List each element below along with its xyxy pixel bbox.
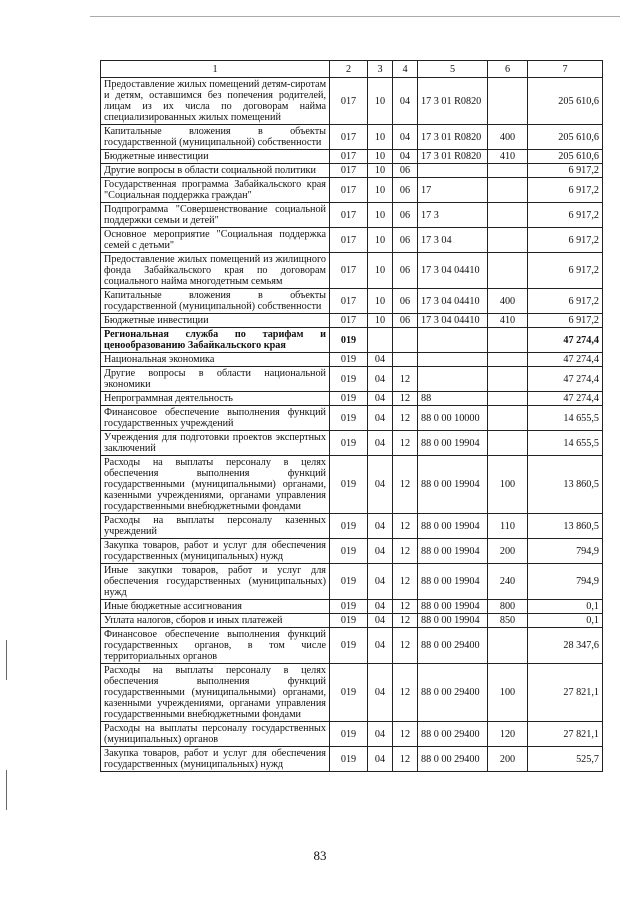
target-article-cell — [418, 353, 488, 367]
ministry-code-cell: 017 — [330, 289, 368, 314]
target-article-cell: 88 0 00 19904 — [418, 431, 488, 456]
ministry-code-cell: 019 — [330, 514, 368, 539]
target-article-cell: 88 0 00 19904 — [418, 564, 488, 600]
amount-cell: 14 655,5 — [528, 406, 603, 431]
subsection-code-cell: 12 — [393, 722, 418, 747]
row-name-cell: Другие вопросы в области социальной политики — [101, 164, 330, 178]
target-article-cell: 17 3 04 04410 — [418, 253, 488, 289]
section-code-cell: 10 — [368, 289, 393, 314]
amount-cell: 47 274,4 — [528, 353, 603, 367]
ministry-code-cell: 017 — [330, 314, 368, 328]
target-article-cell: 88 0 00 29400 — [418, 722, 488, 747]
amount-cell: 47 274,4 — [528, 328, 603, 353]
row-name-cell: Предоставление жилых помещений детям-сиротам и детям, оставшимся без попечения родителей, лицам из их числа по договорам найма специализированных жилых помещений — [101, 78, 330, 125]
ministry-code-cell: 017 — [330, 228, 368, 253]
table-row — [101, 600, 603, 614]
subsection-code-cell: 12 — [393, 539, 418, 564]
section-code-cell: 04 — [368, 747, 393, 772]
target-article-cell: 17 3 — [418, 203, 488, 228]
amount-cell: 13 860,5 — [528, 456, 603, 514]
ministry-code-cell: 017 — [330, 203, 368, 228]
row-name-cell: Учреждения для подготовки проектов экспертных заключений — [101, 431, 330, 456]
amount-cell: 6 917,2 — [528, 228, 603, 253]
section-code-cell: 10 — [368, 178, 393, 203]
target-article-cell: 17 — [418, 178, 488, 203]
row-name-cell: Предоставление жилых помещений из жилищного фонда Забайкальского края по договорам социального найма многодетным семьям — [101, 253, 330, 289]
subsection-code-cell: 12 — [393, 431, 418, 456]
table-row — [101, 228, 603, 253]
amount-cell: 6 917,2 — [528, 289, 603, 314]
page-number: 83 — [313, 848, 327, 863]
row-name-cell: Непрограммная деятельность — [101, 392, 330, 406]
section-code-cell: 10 — [368, 125, 393, 150]
expense-type-cell: 410 — [488, 314, 528, 328]
section-code-cell: 10 — [368, 164, 393, 178]
table-row — [101, 164, 603, 178]
amount-cell: 47 274,4 — [528, 367, 603, 392]
amount-cell: 205 610,6 — [528, 78, 603, 125]
section-code-cell: 10 — [368, 253, 393, 289]
row-name-cell: Капитальные вложения в объекты государственной (муниципальной) собственности — [101, 125, 330, 150]
section-code-cell: 04 — [368, 406, 393, 431]
row-name-cell: Национальная экономика — [101, 353, 330, 367]
table-row — [101, 314, 603, 328]
amount-cell: 0,1 — [528, 600, 603, 614]
row-name-cell: Региональная служба по тарифам и ценообразованию Забайкальского края — [101, 328, 330, 353]
amount-cell: 794,9 — [528, 539, 603, 564]
section-code-cell: 04 — [368, 539, 393, 564]
section-code-cell: 04 — [368, 614, 393, 628]
target-article-cell: 17 3 04 — [418, 228, 488, 253]
row-name-cell: Основное мероприятие "Социальная поддержка семей с детьми" — [101, 228, 330, 253]
expense-type-cell: 400 — [488, 125, 528, 150]
subsection-code-cell: 06 — [393, 289, 418, 314]
subsection-code-cell: 06 — [393, 178, 418, 203]
row-name-cell: Другие вопросы в области национальной экономики — [101, 367, 330, 392]
expense-type-cell: 110 — [488, 514, 528, 539]
scan-margin-mark — [6, 640, 7, 680]
subsection-code-cell: 06 — [393, 253, 418, 289]
row-name-cell: Иные закупки товаров, работ и услуг для обеспечения государственных (муниципальных) нужд — [101, 564, 330, 600]
amount-cell: 6 917,2 — [528, 203, 603, 228]
table-row — [101, 564, 603, 600]
table-row — [101, 614, 603, 628]
subsection-code-cell: 12 — [393, 747, 418, 772]
amount-cell: 205 610,6 — [528, 150, 603, 164]
section-code-cell: 10 — [368, 150, 393, 164]
target-article-cell: 88 0 00 19904 — [418, 614, 488, 628]
expense-type-cell — [488, 431, 528, 456]
target-article-cell: 88 0 00 10000 — [418, 406, 488, 431]
ministry-code-cell: 017 — [330, 178, 368, 203]
row-name-cell: Государственная программа Забайкальского края "Социальная поддержка граждан" — [101, 178, 330, 203]
ministry-code-cell: 019 — [330, 747, 368, 772]
column-header: 7 — [528, 61, 603, 78]
column-header: 3 — [368, 61, 393, 78]
row-name-cell: Расходы на выплаты персоналу казенных учреждений — [101, 514, 330, 539]
ministry-code-cell: 019 — [330, 614, 368, 628]
section-code-cell: 10 — [368, 314, 393, 328]
expense-type-cell: 100 — [488, 456, 528, 514]
section-code-cell — [368, 328, 393, 353]
section-code-cell: 04 — [368, 431, 393, 456]
expense-type-cell: 200 — [488, 747, 528, 772]
expense-type-cell: 200 — [488, 539, 528, 564]
column-header: 5 — [418, 61, 488, 78]
subsection-code-cell: 12 — [393, 392, 418, 406]
ministry-code-cell: 019 — [330, 564, 368, 600]
expense-type-cell — [488, 367, 528, 392]
amount-cell: 47 274,4 — [528, 392, 603, 406]
target-article-cell — [418, 328, 488, 353]
ministry-code-cell: 017 — [330, 253, 368, 289]
table-row — [101, 747, 603, 772]
row-name-cell: Расходы на выплаты персоналу в целях обеспечения выполнения функций государственными (муниципальными) органами, казенными учреждениями, органами управления государственными внебюджетными фондами — [101, 664, 330, 722]
section-code-cell: 10 — [368, 228, 393, 253]
target-article-cell: 88 0 00 19904 — [418, 514, 488, 539]
expense-type-cell — [488, 178, 528, 203]
subsection-code-cell: 04 — [393, 125, 418, 150]
subsection-code-cell: 12 — [393, 564, 418, 600]
column-header: 1 — [101, 61, 330, 78]
table-row — [101, 353, 603, 367]
expense-type-cell: 100 — [488, 664, 528, 722]
subsection-code-cell: 06 — [393, 164, 418, 178]
subsection-code-cell: 12 — [393, 514, 418, 539]
section-code-cell: 04 — [368, 722, 393, 747]
table-row — [101, 539, 603, 564]
table-row — [101, 289, 603, 314]
table-row — [101, 456, 603, 514]
ministry-code-cell: 019 — [330, 406, 368, 431]
section-code-cell: 04 — [368, 628, 393, 664]
amount-cell: 525,7 — [528, 747, 603, 772]
ministry-code-cell: 019 — [330, 328, 368, 353]
scan-margin-mark — [6, 770, 7, 810]
target-article-cell: 17 3 01 R0820 — [418, 78, 488, 125]
expense-type-cell: 120 — [488, 722, 528, 747]
table-row — [101, 178, 603, 203]
ministry-code-cell: 019 — [330, 539, 368, 564]
table-row — [101, 78, 603, 125]
table-row — [101, 392, 603, 406]
table-row — [101, 628, 603, 664]
amount-cell: 13 860,5 — [528, 514, 603, 539]
expense-type-cell — [488, 328, 528, 353]
target-article-cell: 17 3 04 04410 — [418, 314, 488, 328]
amount-cell: 27 821,1 — [528, 664, 603, 722]
section-code-cell: 04 — [368, 392, 393, 406]
ministry-code-cell: 019 — [330, 628, 368, 664]
row-name-cell: Подпрограмма "Совершенствование социальной поддержки семьи и детей" — [101, 203, 330, 228]
row-name-cell: Финансовое обеспечение выполнения функций государственных учреждений — [101, 406, 330, 431]
row-name-cell: Уплата налогов, сборов и иных платежей — [101, 614, 330, 628]
target-article-cell: 17 3 01 R0820 — [418, 150, 488, 164]
target-article-cell: 88 0 00 29400 — [418, 628, 488, 664]
expense-type-cell — [488, 228, 528, 253]
table-row — [101, 722, 603, 747]
target-article-cell: 88 — [418, 392, 488, 406]
amount-cell: 6 917,2 — [528, 164, 603, 178]
ministry-code-cell: 019 — [330, 367, 368, 392]
expense-type-cell: 410 — [488, 150, 528, 164]
row-name-cell: Расходы на выплаты персоналу в целях обеспечения выполнения функций государственными (муниципальными) органами, казенными учреждениями, органами управления государственными внебюджетными фондами — [101, 456, 330, 514]
ministry-code-cell: 019 — [330, 664, 368, 722]
row-name-cell: Финансовое обеспечение выполнения функций государственных органов, в том числе территориальных органов — [101, 628, 330, 664]
scan-top-rule — [90, 16, 620, 17]
expense-type-cell: 800 — [488, 600, 528, 614]
amount-cell: 794,9 — [528, 564, 603, 600]
ministry-code-cell: 019 — [330, 431, 368, 456]
table-row — [101, 253, 603, 289]
amount-cell: 27 821,1 — [528, 722, 603, 747]
row-name-cell: Закупка товаров, работ и услуг для обеспечения государственных (муниципальных) нужд — [101, 539, 330, 564]
target-article-cell: 88 0 00 29400 — [418, 664, 488, 722]
table-row — [101, 431, 603, 456]
table-row — [101, 664, 603, 722]
ministry-code-cell: 017 — [330, 125, 368, 150]
subsection-code-cell: 06 — [393, 228, 418, 253]
expense-type-cell — [488, 78, 528, 125]
section-code-cell: 04 — [368, 514, 393, 539]
table-row — [101, 367, 603, 392]
ministry-code-cell: 019 — [330, 600, 368, 614]
amount-cell: 0,1 — [528, 614, 603, 628]
subsection-code-cell: 12 — [393, 600, 418, 614]
table-header-row — [101, 61, 603, 78]
section-code-cell: 04 — [368, 600, 393, 614]
target-article-cell: 88 0 00 19904 — [418, 600, 488, 614]
section-code-cell: 04 — [368, 456, 393, 514]
section-code-cell: 04 — [368, 664, 393, 722]
row-name-cell: Закупка товаров, работ и услуг для обеспечения государственных (муниципальных) нужд — [101, 747, 330, 772]
expense-type-cell: 400 — [488, 289, 528, 314]
target-article-cell — [418, 367, 488, 392]
column-header: 2 — [330, 61, 368, 78]
row-name-cell: Капитальные вложения в объекты государственной (муниципальной) собственности — [101, 289, 330, 314]
subsection-code-cell: 04 — [393, 150, 418, 164]
amount-cell: 14 655,5 — [528, 431, 603, 456]
subsection-code-cell: 12 — [393, 614, 418, 628]
subsection-code-cell: 04 — [393, 78, 418, 125]
subsection-code-cell — [393, 328, 418, 353]
subsection-code-cell: 12 — [393, 456, 418, 514]
row-name-cell: Бюджетные инвестиции — [101, 150, 330, 164]
section-code-cell: 04 — [368, 353, 393, 367]
ministry-code-cell: 019 — [330, 392, 368, 406]
target-article-cell: 17 3 04 04410 — [418, 289, 488, 314]
target-article-cell: 88 0 00 19904 — [418, 539, 488, 564]
row-name-cell: Бюджетные инвестиции — [101, 314, 330, 328]
table-row — [101, 150, 603, 164]
table-row — [101, 203, 603, 228]
target-article-cell: 17 3 01 R0820 — [418, 125, 488, 150]
subsection-code-cell: 06 — [393, 314, 418, 328]
ministry-code-cell: 019 — [330, 456, 368, 514]
target-article-cell: 88 0 00 19904 — [418, 456, 488, 514]
expense-type-cell — [488, 353, 528, 367]
amount-cell: 6 917,2 — [528, 314, 603, 328]
expense-type-cell — [488, 628, 528, 664]
section-code-cell: 10 — [368, 78, 393, 125]
amount-cell: 28 347,6 — [528, 628, 603, 664]
subsection-code-cell: 06 — [393, 203, 418, 228]
expense-type-cell — [488, 392, 528, 406]
budget-table — [100, 60, 603, 772]
column-header: 6 — [488, 61, 528, 78]
column-header: 4 — [393, 61, 418, 78]
target-article-cell — [418, 164, 488, 178]
subsection-code-cell: 12 — [393, 664, 418, 722]
target-article-cell: 88 0 00 29400 — [418, 747, 488, 772]
subsection-code-cell: 12 — [393, 367, 418, 392]
expense-type-cell — [488, 164, 528, 178]
section-code-cell: 04 — [368, 367, 393, 392]
row-name-cell: Расходы на выплаты персоналу государственных (муниципальных) органов — [101, 722, 330, 747]
subsection-code-cell — [393, 353, 418, 367]
expense-type-cell — [488, 203, 528, 228]
row-name-cell: Иные бюджетные ассигнования — [101, 600, 330, 614]
ministry-code-cell: 017 — [330, 78, 368, 125]
section-code-cell: 04 — [368, 564, 393, 600]
expense-type-cell: 240 — [488, 564, 528, 600]
amount-cell: 205 610,6 — [528, 125, 603, 150]
subsection-code-cell: 12 — [393, 406, 418, 431]
ministry-code-cell: 019 — [330, 353, 368, 367]
amount-cell: 6 917,2 — [528, 178, 603, 203]
ministry-code-cell: 017 — [330, 164, 368, 178]
table-row — [101, 328, 603, 353]
table-row — [101, 406, 603, 431]
ministry-code-cell: 019 — [330, 722, 368, 747]
expense-type-cell — [488, 253, 528, 289]
amount-cell: 6 917,2 — [528, 253, 603, 289]
section-code-cell: 10 — [368, 203, 393, 228]
table-row — [101, 514, 603, 539]
subsection-code-cell: 12 — [393, 628, 418, 664]
expense-type-cell: 850 — [488, 614, 528, 628]
table-row — [101, 125, 603, 150]
expense-type-cell — [488, 406, 528, 431]
ministry-code-cell: 017 — [330, 150, 368, 164]
